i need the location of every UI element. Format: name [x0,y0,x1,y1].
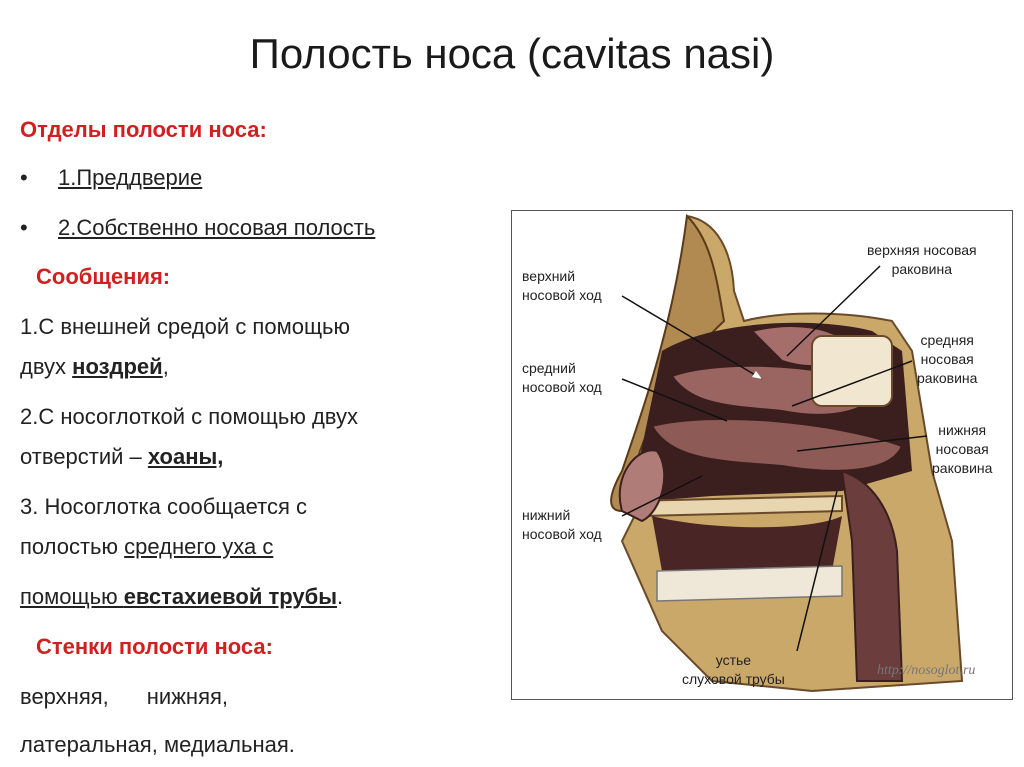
walls-line-1: верхняя, нижняя, [20,684,229,709]
bullet-icon: • [20,215,28,240]
comm-1-line-1: 1.С внешней средой с помощью [20,314,350,339]
nostrils-term: ноздрей [72,354,163,379]
label-upper-concha: верхняя носовая раковина [867,242,977,277]
label-middle-meatus: средний носовой ход [522,360,602,395]
comm-3-line-2: полостью среднего уха с [20,534,274,559]
label-upper-meatus: верхний носовой ход [522,268,602,303]
division-item-2: • 2.Собственно носовая полость [20,213,375,243]
comm-2-line-1: 2.С носоглоткой с помощью двух [20,404,359,429]
bullet-icon: • [20,165,28,190]
communications-heading: Сообщения: [36,264,171,289]
source-url: http://nosoglot.ru [877,663,976,678]
choanae-term: хоаны, [147,444,224,469]
walls-line-2: латеральная, медиальная. [20,732,295,757]
comm-3-line-1: 3. Носоглотка сообщается с [20,494,307,519]
middle-ear-term: среднего уха с [124,534,274,559]
walls-heading: Стенки полости носа: [36,634,273,659]
division-item-1: • 1.Преддверие [20,163,202,193]
label-eustachian-tube-opening: устье слуховой трубы [682,652,785,687]
comm-2-line-2: отверстий – хоаны, [20,444,224,469]
comm-3-line-3: помощью евстахиевой трубы. [20,584,344,609]
label-middle-concha: средняя носовая раковина [917,332,978,386]
sphenoid-sinus [812,336,892,406]
divisions-heading: Отделы полости носа: [20,117,267,142]
label-lower-meatus: нижний носовой ход [522,507,602,542]
slide-title: Полость носа (cavitas nasi) [249,30,775,77]
eustachian-tube-term: евстахиевой трубы [123,584,337,609]
label-lower-concha: нижняя носовая раковина [932,422,993,476]
nasal-cavity-figure [511,210,1013,700]
comm-1-line-2: двух ноздрей, [20,354,169,379]
